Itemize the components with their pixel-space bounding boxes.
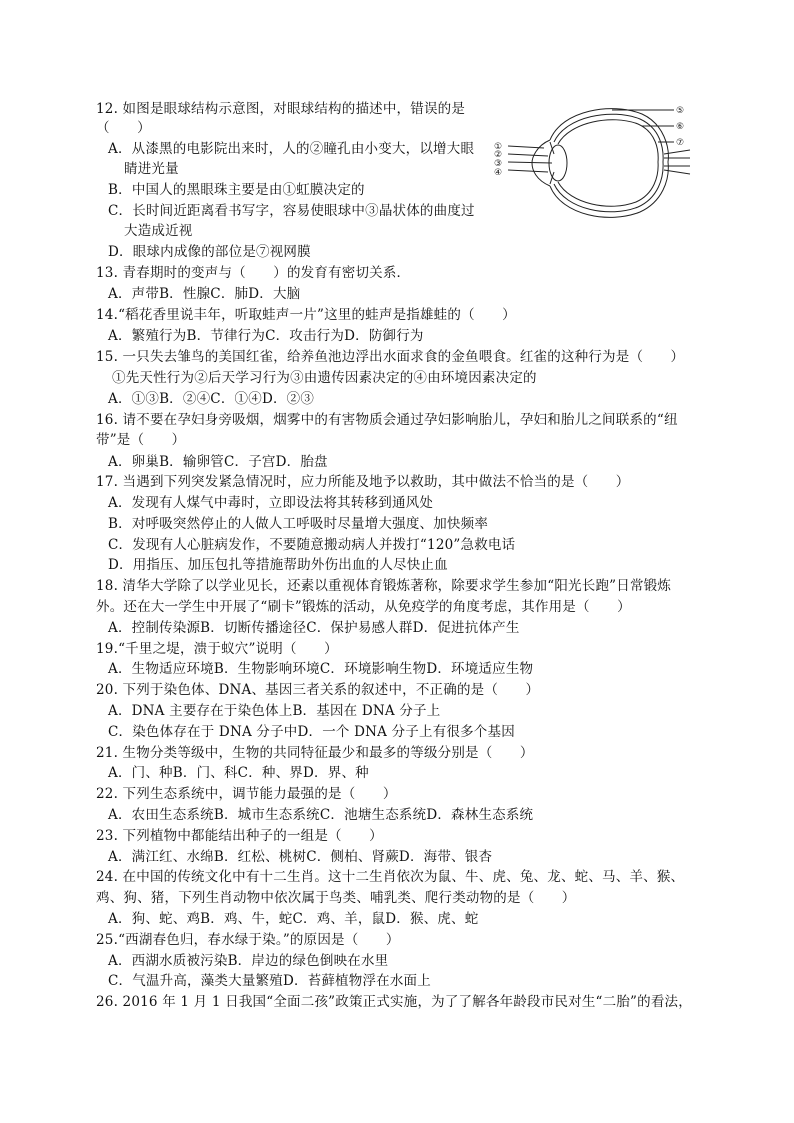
q22-option-c: C．池塘生态系统 <box>319 807 427 823</box>
q18-option-a: A．控制传染源 <box>108 620 201 636</box>
q20-options-ab <box>108 702 440 720</box>
q13-option-a: A．声带 <box>108 286 160 302</box>
q12-option-b: B．中国人的黑眼珠主要是由①虹膜决定的 <box>108 182 365 198</box>
q18-option-c: C．保护易感人群 <box>306 620 413 636</box>
q23-option-b: B．红松、桃树 <box>213 849 307 865</box>
q12-option-a-cont: 睛进光量 <box>124 161 179 177</box>
q20-option-a: A．DNA 主要存在于染色体上 <box>108 703 293 719</box>
eye-label-6: ⑥ <box>676 122 685 132</box>
q19-option-c: C．环境影响生物 <box>319 661 427 677</box>
q22-option-d: D．森林生态系统 <box>426 807 534 823</box>
q19-stem: 19.“千里之堤，溃于蚁穴”说明（ ） <box>96 641 338 657</box>
q25-options-cd <box>108 972 431 990</box>
q25-option-c: C．气温升高，藻类大量繁殖 <box>108 973 283 989</box>
q22-options <box>108 806 533 824</box>
eye-structure-diagram <box>492 100 692 224</box>
q12-option-c: C．长时间近距离看书写字，容易使眼球中③晶状体的曲度过 <box>108 203 475 219</box>
q21-options <box>108 764 369 782</box>
q12-paren: （ ） <box>96 120 151 136</box>
q24-options <box>108 910 478 928</box>
q15-item-1: ①先天性行为 <box>112 370 195 386</box>
q23-stem: 23. 下列植物中都能结出种子的一组是（ ） <box>96 828 383 844</box>
q18-stem-cont: 外。还在大一学生中开展了“刷卡”锻炼的活动，从免疫学的角度考虑，其作用是（ ） <box>96 599 631 615</box>
q20-option-d: D．一个 DNA 分子上有很多个基因 <box>297 724 515 740</box>
q13-option-b: B．性腺 <box>159 286 211 302</box>
q13-options <box>108 285 300 303</box>
q19-option-d: D．环境适应生物 <box>426 661 534 677</box>
q18-option-d: D．促进抗体产生 <box>412 620 520 636</box>
q13-stem: 13. 青春期时的变声与（ ）的发育有密切关系． <box>96 265 411 281</box>
q15-option-d: D．②③ <box>261 391 315 407</box>
q24-stem-cont: 鸡、狗、猪，下列生肖动物中依次属于鸟类、哺乳类、爬行类动物的是（ ） <box>96 890 576 906</box>
q20-stem: 20. 下列于染色体、DNA、基因三者关系的叙述中，不正确的是（ ） <box>96 682 540 698</box>
q19-option-b: B．生物影响环境 <box>213 661 320 677</box>
q20-option-b: B．基因在 DNA 分子上 <box>292 703 441 719</box>
q14-option-d: D．防御行为 <box>344 328 424 344</box>
q17-option-d: D．用指压、加压包扎等措施帮助外伤出血的人尽快止血 <box>108 557 448 573</box>
q12-option-c-cont: 大造成近视 <box>124 223 193 239</box>
q26-stem: 26. 2016 年 1 月 1 日我国“全面二孩”政策正式实施，为了了解各年龄段市民对生“二胎”的看法， <box>96 994 692 1010</box>
q17-stem: 17. 当遇到下列突发紧急情况时，应力所能及地予以救助，其中做法不恰当的是（ ） <box>96 474 630 490</box>
q21-option-d: D．界、种 <box>303 765 369 781</box>
q18-stem: 18. 清华大学除了以学业见长，还素以重视体育锻炼著称，除要求学生参加“阳光长跑”日常锻炼 <box>96 578 672 594</box>
q22-option-b: B．城市生态系统 <box>213 807 320 823</box>
q20-options-cd <box>108 723 515 741</box>
q15-item-3: ③由遗传因素决定的 <box>290 370 414 386</box>
eye-label-1: ① <box>494 142 503 152</box>
q21-option-c: C．种、界 <box>237 765 304 781</box>
q15-option-c: C．①④ <box>210 391 262 407</box>
q24-option-a: A．狗、蛇、鸡 <box>108 911 201 927</box>
q16-option-b: B．输卵管 <box>159 454 224 470</box>
q25-option-d: D．苔藓植物浮在水面上 <box>282 973 431 989</box>
q16-stem: 16. 请不要在孕妇身旁吸烟，烟雾中的有害物质会通过孕妇影响胎儿，孕妇和胎儿之间联系的“纽 <box>96 412 678 428</box>
q14-option-c: C．攻击行为 <box>265 328 345 344</box>
q25-stem: 25.“西湖春色归，春水绿于染。”的原因是（ ） <box>96 932 400 948</box>
q19-options <box>108 660 533 678</box>
q15-item-4: ④由环境因素决定的 <box>413 370 537 386</box>
q16-stem-cont: 带”是（ ） <box>96 432 186 448</box>
eye-label-3: ③ <box>494 159 503 169</box>
q21-stem: 21. 生物分类等级中，生物的共同特征最少和最多的等级分别是（ ） <box>96 745 534 761</box>
q21-option-b: B．门、科 <box>172 765 238 781</box>
eye-label-2: ② <box>494 150 503 160</box>
q17-option-b: B．对呼吸突然停止的人做人工呼吸时尽量增大强度、加快频率 <box>108 516 489 532</box>
q15-stem: 15. 一只失去雏鸟的美国红雀，给养鱼池边浮出水面求食的金鱼喂食。红雀的这种行为是（ ） <box>96 349 685 365</box>
q24-option-d: D．猴、虎、蛇 <box>385 911 479 927</box>
q18-option-b: B．切断传播途径 <box>200 620 307 636</box>
q15-option-a: A．①③ <box>108 391 160 407</box>
q12-option-d: D．眼球内成像的部位是⑦视网膜 <box>108 244 311 260</box>
q13-option-c: C．肺 <box>210 286 249 302</box>
q16-options <box>108 453 328 471</box>
q15-items <box>112 369 537 387</box>
q14-option-a: A．繁殖行为 <box>108 328 187 344</box>
q25-option-b: B．岸边的绿色倒映在水里 <box>227 953 389 969</box>
q12-stem: 12. 如图是眼球结构示意图，对眼球结构的描述中，错误的是 <box>96 101 466 117</box>
q24-option-b: B．鸡、牛，蛇 <box>200 911 293 927</box>
q19-option-a: A．生物适应环境 <box>108 661 214 677</box>
q23-options <box>108 848 492 866</box>
q12-option-a: A．从漆黑的电影院出来时，人的②瞳孔由小变大，以增大眼 <box>108 141 475 157</box>
q25-option-a: A．西湖水质被污染 <box>108 953 228 969</box>
q24-option-c: C．鸡、羊，鼠 <box>292 911 386 927</box>
q15-item-2: ②后天学习行为 <box>194 370 291 386</box>
q14-option-b: B．节律行为 <box>186 328 266 344</box>
q16-option-a: A．卵巢 <box>108 454 160 470</box>
eye-label-7: ⑦ <box>676 138 685 148</box>
q21-option-a: A．门、种 <box>108 765 173 781</box>
q20-option-c: C．染色体存在于 DNA 分子中 <box>108 724 298 740</box>
q14-options <box>108 327 424 345</box>
q23-option-a: A．满江红、水绵 <box>108 849 214 865</box>
q18-options <box>108 619 520 637</box>
q17-option-a: A．发现有人煤气中毒时，立即设法将其转移到通风处 <box>108 495 434 511</box>
q23-option-c: C．侧柏、肾蕨 <box>306 849 399 865</box>
eye-label-5: ⑤ <box>676 106 685 116</box>
q15-options <box>108 390 314 408</box>
q22-option-a: A．农田生态系统 <box>108 807 214 823</box>
q24-stem: 24. 在中国的传统文化中有十二生肖。这十二生肖依次为鼠、牛、虎、兔、龙、蛇、马、羊、猴、 <box>96 869 685 885</box>
q13-option-d: D．大脑 <box>248 286 301 302</box>
eye-label-4: ④ <box>494 168 503 178</box>
q23-option-d: D．海带、银杏 <box>398 849 493 865</box>
q16-option-c: C．子宫 <box>223 454 276 470</box>
q17-option-c: C．发现有人心脏病发作，不要随意搬动病人并拨打“120”急救电话 <box>108 537 516 553</box>
q16-option-d: D．胎盘 <box>275 454 328 470</box>
q15-option-b: B．②④ <box>159 391 211 407</box>
q25-options-ab <box>108 952 388 970</box>
q22-stem: 22. 下列生态系统中，调节能力最强的是（ ） <box>96 786 397 802</box>
q14-stem: 14.“稻花香里说丰年，听取蛙声一片”这里的蛙声是指雄蛙的（ ） <box>96 307 516 323</box>
